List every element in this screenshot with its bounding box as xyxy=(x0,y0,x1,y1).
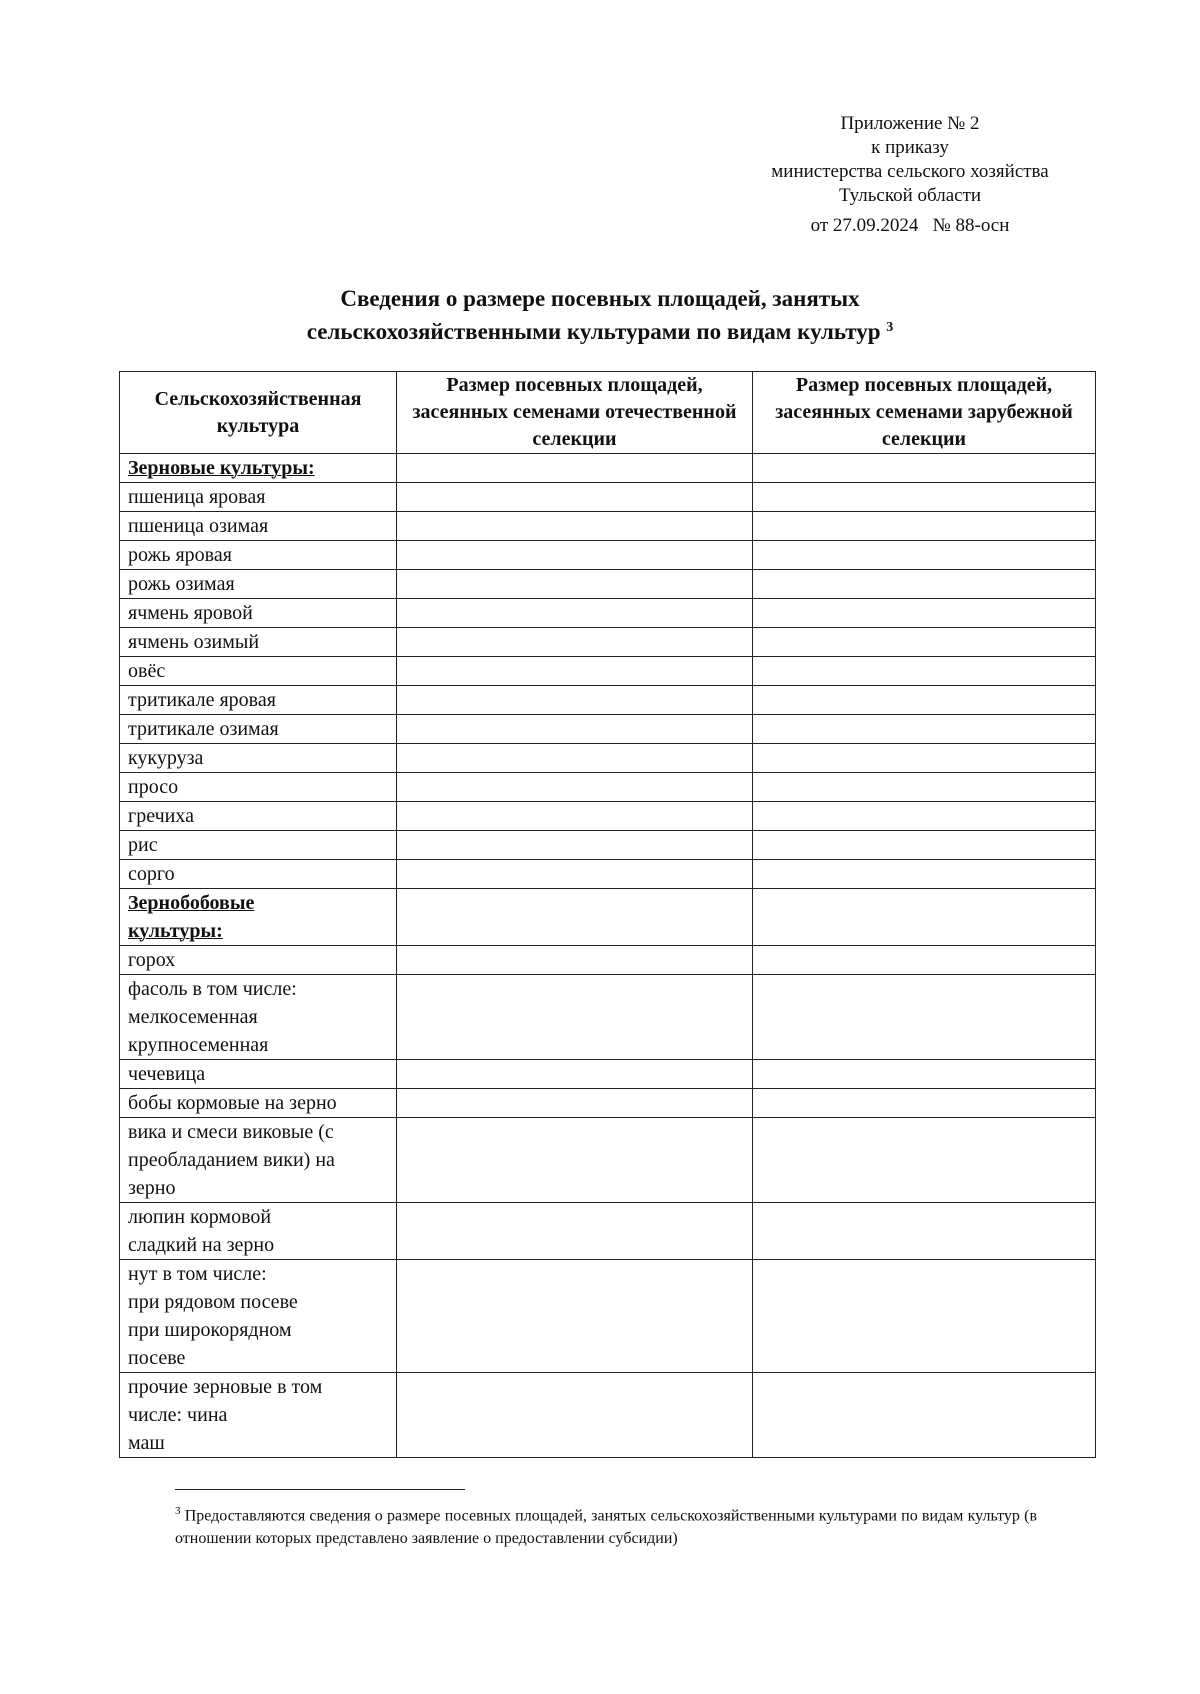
crop-name-cell xyxy=(120,860,397,889)
crop-name-line: чечевица xyxy=(128,1063,206,1085)
crop-name-cell xyxy=(120,975,397,1060)
domestic-area-cell[interactable] xyxy=(397,744,753,773)
crop-name-cell xyxy=(120,744,397,773)
document-title xyxy=(160,282,1040,348)
crop-name-cell xyxy=(120,1118,397,1203)
domestic-area-cell[interactable] xyxy=(397,599,753,628)
crop-name-line: Зерновые культуры: xyxy=(128,457,315,479)
table-row xyxy=(120,541,1096,570)
foreign-area-cell[interactable] xyxy=(753,1089,1096,1118)
domestic-area-cell[interactable] xyxy=(397,1089,753,1118)
crop-name-cell xyxy=(120,628,397,657)
domestic-area-cell[interactable] xyxy=(397,686,753,715)
order-date-number: от 27.09.2024 № 88-осн xyxy=(810,215,1010,236)
crop-name-line: горох xyxy=(128,949,176,971)
crop-name-cell xyxy=(120,1260,397,1373)
footnote xyxy=(175,1500,1037,1550)
foreign-area-cell[interactable] xyxy=(753,889,1096,946)
foreign-area-cell[interactable] xyxy=(753,831,1096,860)
title-line-2: сельскохозяйственными культурами по видам культур $^3$ xyxy=(306,319,894,344)
table-row xyxy=(120,1260,1096,1373)
domestic-area-cell[interactable] xyxy=(397,454,753,483)
title-line-1: Сведения о размере посевных площадей, занятых xyxy=(340,286,860,311)
foreign-area-cell[interactable] xyxy=(753,744,1096,773)
table-body xyxy=(120,454,1096,1458)
table-header-row xyxy=(120,372,1096,454)
foreign-area-cell[interactable] xyxy=(753,946,1096,975)
crop-name-line: преобладанием вики) на xyxy=(128,1149,335,1171)
crop-name-cell xyxy=(120,802,397,831)
domestic-area-cell[interactable] xyxy=(397,512,753,541)
domestic-area-cell[interactable] xyxy=(397,628,753,657)
crop-name-cell xyxy=(120,946,397,975)
foreign-area-cell[interactable] xyxy=(753,541,1096,570)
domestic-area-cell[interactable] xyxy=(397,860,753,889)
crop-name-cell xyxy=(120,599,397,628)
domestic-area-cell[interactable] xyxy=(397,802,753,831)
domestic-area-cell[interactable] xyxy=(397,1060,753,1089)
crop-name-line: нут в том числе: xyxy=(128,1263,267,1285)
header-line: Приложение № 2 xyxy=(840,113,980,134)
table-row xyxy=(120,802,1096,831)
crop-name-line: при широкорядном xyxy=(128,1319,292,1341)
table-row xyxy=(120,744,1096,773)
domestic-area-cell[interactable] xyxy=(397,483,753,512)
category-row xyxy=(120,454,1096,483)
foreign-area-cell[interactable] xyxy=(753,599,1096,628)
table-row xyxy=(120,946,1096,975)
domestic-area-cell[interactable] xyxy=(397,1260,753,1373)
foreign-area-cell[interactable] xyxy=(753,773,1096,802)
table-row xyxy=(120,483,1096,512)
table-row xyxy=(120,773,1096,802)
foreign-area-cell[interactable] xyxy=(753,715,1096,744)
crop-name-line: кукуруза xyxy=(128,747,204,769)
crop-name-line: ячмень яровой xyxy=(128,602,253,624)
domestic-area-cell[interactable] xyxy=(397,715,753,744)
table-row xyxy=(120,570,1096,599)
crop-name-line: вика и смеси виковые (с xyxy=(128,1121,334,1143)
crop-name-cell xyxy=(120,831,397,860)
crop-name-line: мелкосеменная xyxy=(128,1006,258,1028)
domestic-area-cell[interactable] xyxy=(397,1118,753,1203)
domestic-area-cell[interactable] xyxy=(397,570,753,599)
foreign-area-cell[interactable] xyxy=(753,860,1096,889)
crop-name-line: гречиха xyxy=(128,805,194,827)
crop-name-cell xyxy=(120,1089,397,1118)
table-row xyxy=(120,686,1096,715)
crop-name-line: культуры: xyxy=(128,920,223,942)
crop-name-line: бобы кормовые на зерно xyxy=(128,1092,337,1114)
crop-name-cell xyxy=(120,657,397,686)
table-row xyxy=(120,860,1096,889)
header-line: министерства сельского хозяйства xyxy=(771,161,1049,182)
crop-name-line: при рядовом посеве xyxy=(128,1291,298,1313)
crop-name-cell xyxy=(120,715,397,744)
domestic-area-cell[interactable] xyxy=(397,1373,753,1458)
crop-name-line: овёс xyxy=(128,660,166,682)
foreign-area-cell[interactable] xyxy=(753,686,1096,715)
appendix-header xyxy=(730,112,1090,238)
foreign-area-cell[interactable] xyxy=(753,802,1096,831)
crop-name-line: рожь озимая xyxy=(128,573,235,595)
table-row xyxy=(120,831,1096,860)
table-row xyxy=(120,512,1096,541)
footnote-separator xyxy=(175,1489,465,1490)
header-domestic-selection: Размер посевных площадей, засеянных семенами отечественной селекции xyxy=(397,372,753,454)
crop-name-line: прочие зерновые в том xyxy=(128,1376,323,1398)
domestic-area-cell[interactable] xyxy=(397,946,753,975)
foreign-area-cell[interactable] xyxy=(753,975,1096,1060)
crop-name-line: зерно xyxy=(128,1177,176,1199)
table-row xyxy=(120,715,1096,744)
crop-name-cell xyxy=(120,541,397,570)
crop-name-line: тритикале озимая xyxy=(128,718,279,740)
crop-name-cell xyxy=(120,686,397,715)
crop-name-cell xyxy=(120,454,397,483)
crop-name-line: сорго xyxy=(128,863,175,885)
table-row xyxy=(120,1118,1096,1203)
crop-name-line: люпин кормовой xyxy=(128,1206,272,1228)
foreign-area-cell[interactable] xyxy=(753,1373,1096,1458)
category-row xyxy=(120,889,1096,946)
crop-name-line: просо xyxy=(128,776,179,798)
footnote-marker: 3 xyxy=(175,1505,181,1517)
domestic-area-cell[interactable] xyxy=(397,889,753,946)
crop-name-line: посеве xyxy=(128,1347,186,1369)
crop-name-cell xyxy=(120,512,397,541)
crop-name-line: Зернобобовые xyxy=(128,892,255,914)
crop-name-line: рожь яровая xyxy=(128,544,232,566)
table-row xyxy=(120,1089,1096,1118)
foreign-area-cell[interactable] xyxy=(753,1260,1096,1373)
domestic-area-cell[interactable] xyxy=(397,657,753,686)
crop-name-line: тритикале яровая xyxy=(128,689,276,711)
foreign-area-cell[interactable] xyxy=(753,1118,1096,1203)
crop-name-cell xyxy=(120,773,397,802)
header-line: к приказу xyxy=(871,137,949,158)
header-line: Тульской области xyxy=(838,185,982,206)
crop-name-cell xyxy=(120,1373,397,1458)
crop-name-line: пшеница озимая xyxy=(128,515,269,537)
table-row xyxy=(120,1060,1096,1089)
crop-name-line: пшеница яровая xyxy=(128,486,266,508)
table-row xyxy=(120,657,1096,686)
crop-name-line: крупносеменная xyxy=(128,1034,269,1056)
title-footnote-ref: 3 xyxy=(886,320,894,335)
domestic-area-cell[interactable] xyxy=(397,773,753,802)
table-row xyxy=(120,628,1096,657)
crop-name-line: фасоль в том числе: xyxy=(128,978,297,1000)
crop-name-line: рис xyxy=(128,834,158,856)
crop-name-line: маш xyxy=(128,1432,165,1454)
crop-name-cell xyxy=(120,570,397,599)
foreign-area-cell[interactable] xyxy=(753,454,1096,483)
foreign-area-cell[interactable] xyxy=(753,1203,1096,1260)
crop-name-cell xyxy=(120,1203,397,1260)
table-row xyxy=(120,1203,1096,1260)
foreign-area-cell[interactable] xyxy=(753,570,1096,599)
footnote-text: Предоставляются сведения о размере посевных площадей, занятых сельскохозяйственными культурами по видам культур (в отношении которых представлено заявление о предоставлении субсидии) xyxy=(175,1507,1038,1548)
domestic-area-cell[interactable] xyxy=(397,1203,753,1260)
crop-name-cell xyxy=(120,483,397,512)
domestic-area-cell[interactable] xyxy=(397,975,753,1060)
foreign-area-cell[interactable] xyxy=(753,1060,1096,1089)
header-foreign-selection: Размер посевных площадей, засеянных семенами зарубежной селекции xyxy=(753,372,1096,454)
foreign-area-cell[interactable] xyxy=(753,628,1096,657)
crop-name-line: числе: чина xyxy=(128,1404,228,1426)
table-row xyxy=(120,975,1096,1060)
crop-name-cell xyxy=(120,889,397,946)
crop-area-table xyxy=(119,371,1096,1458)
foreign-area-cell[interactable] xyxy=(753,657,1096,686)
table-row xyxy=(120,1373,1096,1458)
foreign-area-cell[interactable] xyxy=(753,483,1096,512)
table-row xyxy=(120,599,1096,628)
domestic-area-cell[interactable] xyxy=(397,831,753,860)
crop-name-cell xyxy=(120,1060,397,1089)
domestic-area-cell[interactable] xyxy=(397,541,753,570)
crop-name-line: ячмень озимый xyxy=(128,631,260,653)
foreign-area-cell[interactable] xyxy=(753,512,1096,541)
header-crop: Сельскохозяйственная культура xyxy=(120,372,397,454)
crop-name-line: сладкий на зерно xyxy=(128,1234,275,1256)
